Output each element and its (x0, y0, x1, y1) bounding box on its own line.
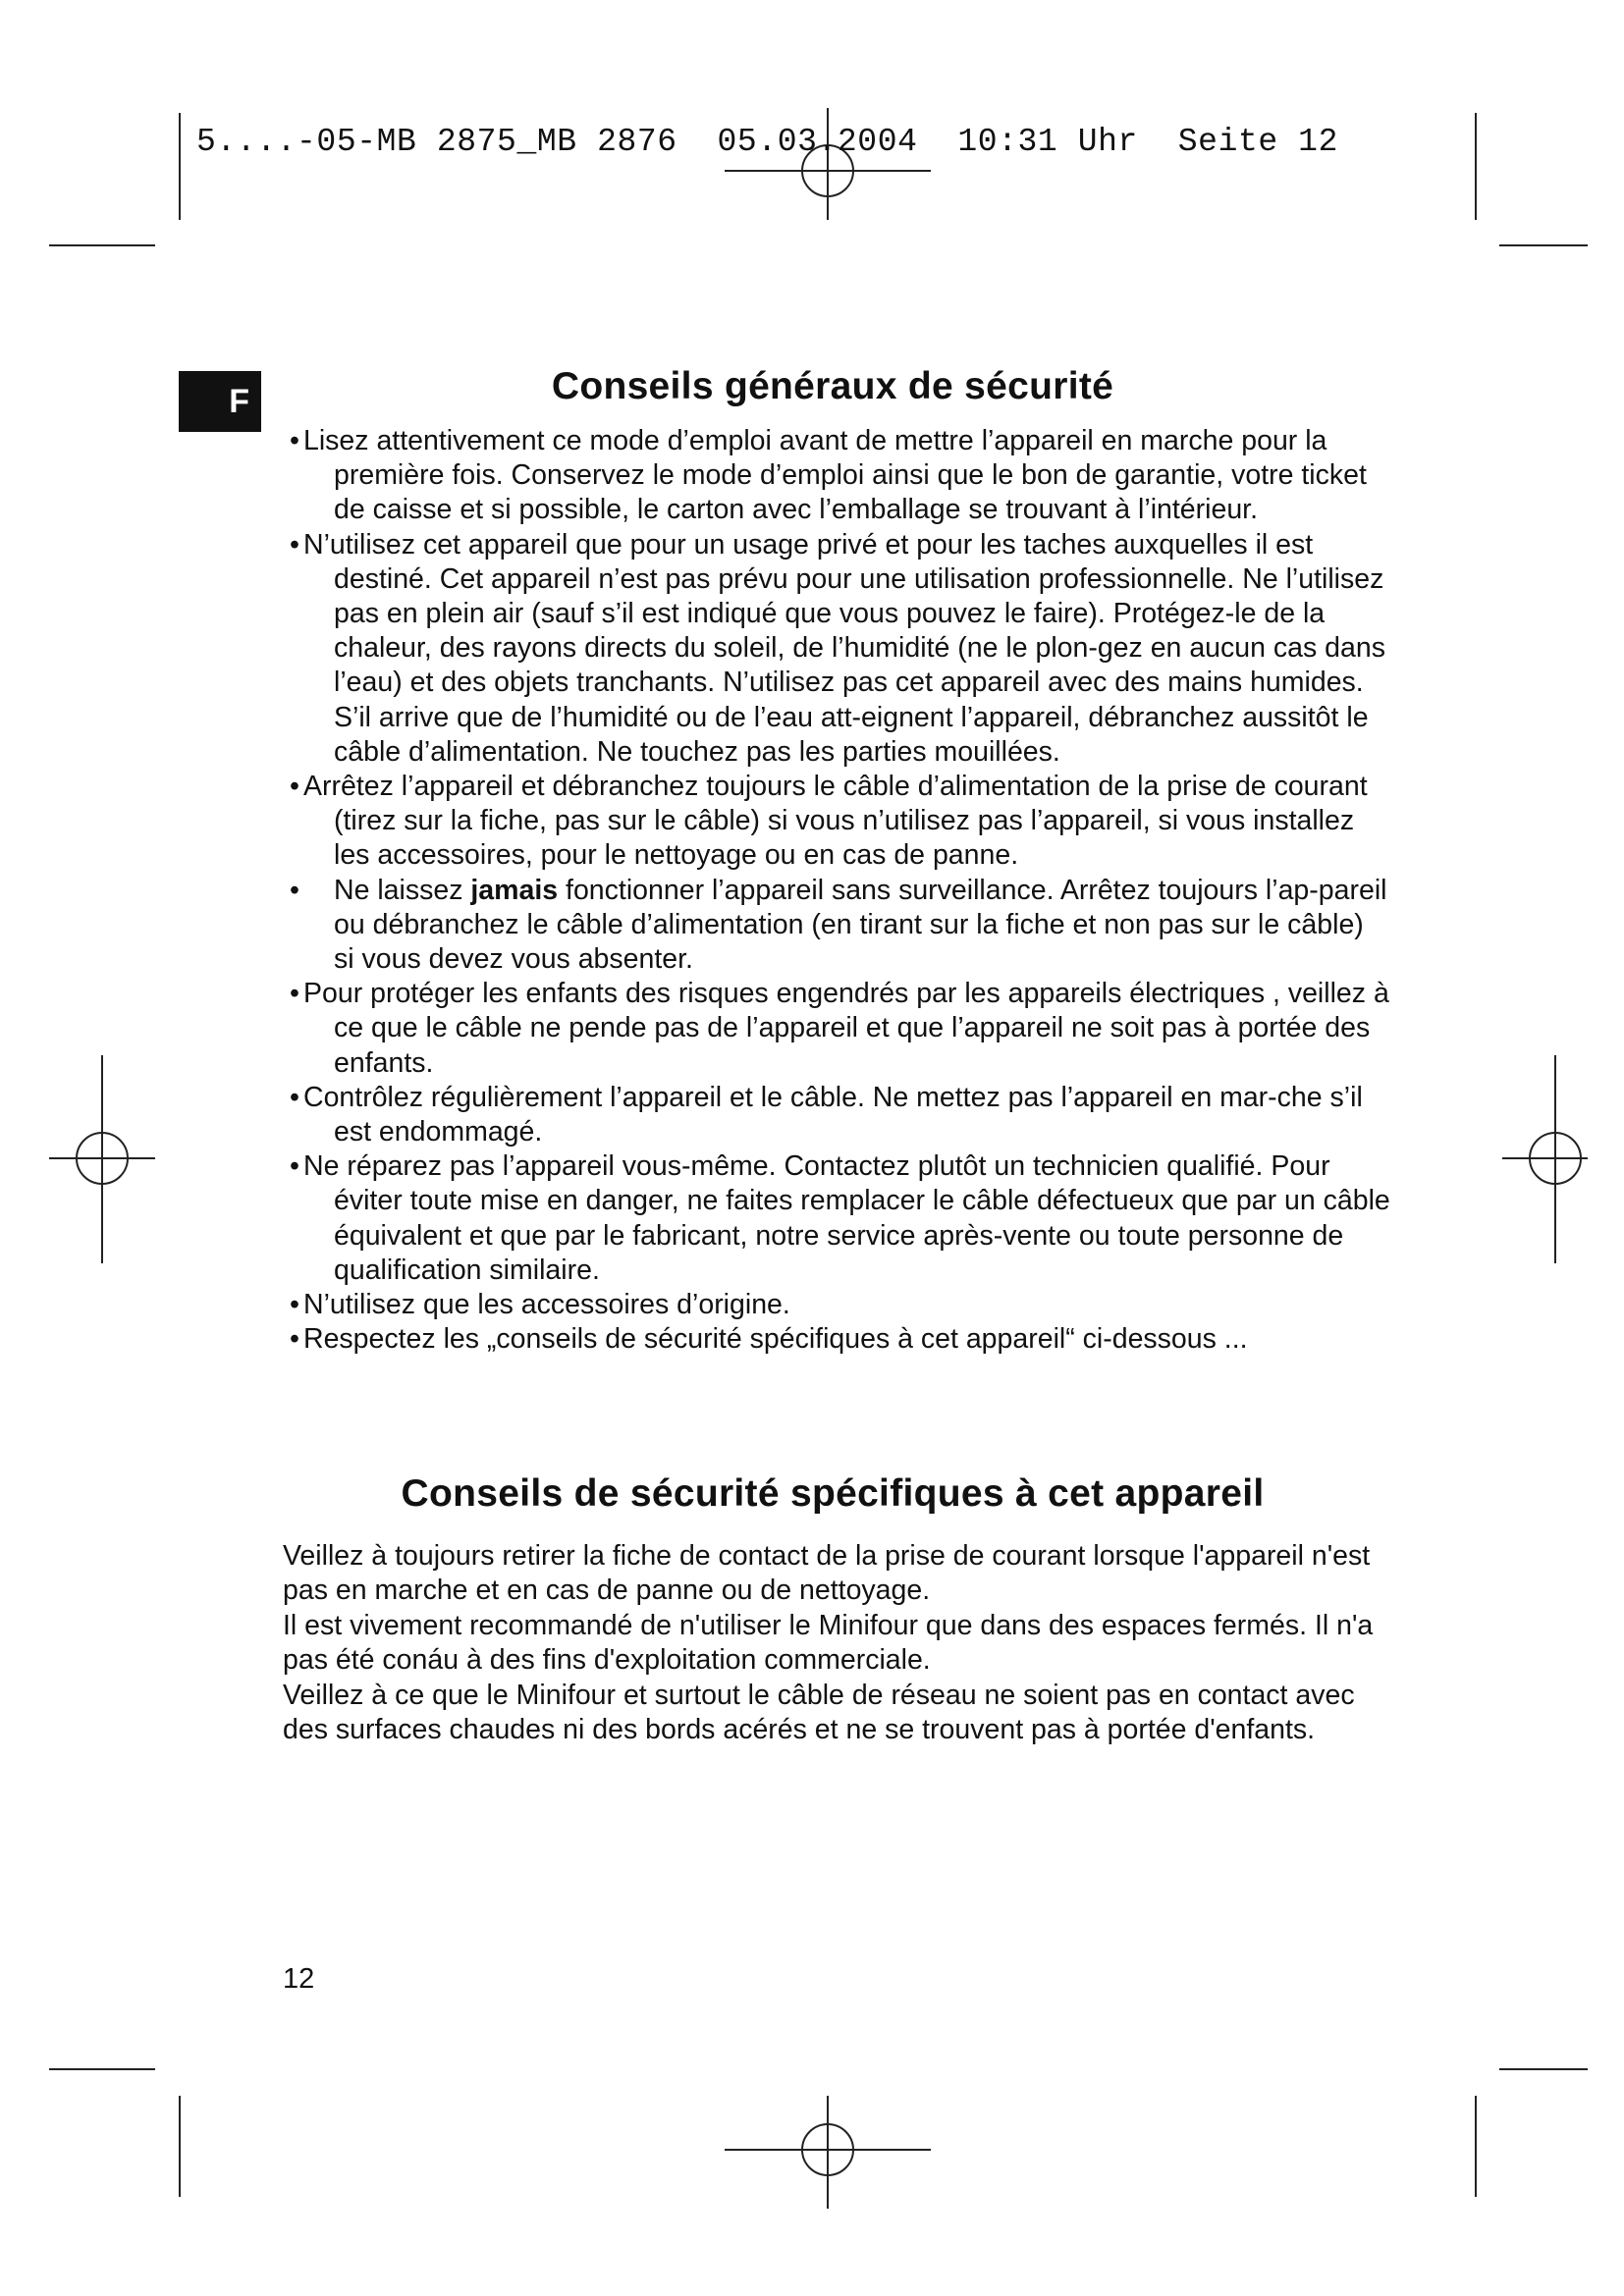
safety-bullet-4 (281, 874, 1390, 978)
print-slug-header: 5....-05-MB 2875_MB 2876 05.03.2004 10:31 Uhr Seite 12 (196, 124, 1338, 160)
safety-bullet-8: • N’utilisez que les accessoires d’origine. (281, 1288, 1390, 1322)
safety-bullet-3: • Arrêtez l’appareil et débranchez toujours le câble d’alimentation de la prise de courant (tirez sur la fiche, pas sur le câble) si vous n’utilisez pas l’appareil, si vous installez les accessoires, pour le nettoyage ou en cas de panne. (281, 770, 1390, 874)
registration-target-left (49, 1055, 155, 1263)
registration-target-bottom (725, 2096, 931, 2209)
page-number: 12 (283, 1963, 315, 1995)
general-safety-list (281, 424, 1390, 1357)
specific-safety-text (283, 1539, 1392, 1747)
safety-bullet-4-emphasis: jamais (470, 874, 559, 906)
specific-safety-paragraph-1: Veillez à toujours retirer la fiche de contact de la prise de courant lorsque l'appareil n'est pas en marche et en cas de panne ou de nettoyage. (283, 1540, 1371, 1607)
safety-bullet-9: • Respectez les „conseils de sécurité spécifiques à cet appareil“ ci-dessous ... (281, 1322, 1390, 1357)
safety-bullet-1: • Lisez attentivement ce mode d’emploi avant de mettre l’appareil en marche pour la première fois. Conservez le mode d’emploi ainsi que le bon de garantie, votre ticket de caisse et si possible, le carton avec l’emballage se trouvant à l’intérieur. (281, 424, 1390, 528)
safety-bullet-4-after: fonctionner l’appareil sans surveillance. Arrêtez toujours l’ap-pareil ou débranchez le câble d’alimentation (en tirant sur la fiche et non pas sur le câble) si vous devez vous absenter. (334, 874, 1387, 976)
specific-safety-paragraph-2: Il est vivement recommandé de n'utiliser le Minifour que dans des espaces fermés. Il n'a pas été conáu à des fins d'exploitation commerciale. (283, 1609, 1374, 1677)
safety-bullet-5: • Pour protéger les enfants des risques engendrés par les appareils électriques , veillez à ce que le câble ne pende pas de l’appareil et que l’appareil ne soit pas à portée des enfants. (281, 977, 1390, 1081)
safety-bullet-7: • Ne réparez pas l’appareil vous-même. Contactez plutôt un technicien qualifié. Pour éviter toute mise en danger, ne faites remplacer le câble défectueux que par un câble équivalent et que par le fabricant, notre service après-vente ou toute personne de qualification similaire. (281, 1149, 1390, 1288)
section-title-general-safety: Conseils généraux de sécurité (551, 365, 1114, 407)
safety-bullet-4-before: Ne laissez (334, 874, 471, 906)
safety-bullet-2: • N’utilisez cet appareil que pour un usage privé et pour les taches auxquelles il est destiné. Cet appareil n’est pas prévu pour une utilisation professionnelle. Ne l’utilisez pas en plein air (sauf s’il est indiqué que vous pouvez le faire). Protégez-le de la chaleur, des rayons directs du soleil, de l’humidité (ne le plon-gez en aucun cas dans l’eau) et des objets tranchants. N’utilisez pas cet appareil avec des mains humides. S’il arrive que de l’humidité ou de l’eau att-eignent l’appareil, débranchez aussitôt le câble d’alimentation. Ne touchez pas les parties mouillées. (281, 528, 1390, 770)
safety-bullet-6: • Contrôlez régulièrement l’appareil et le câble. Ne mettez pas l’appareil en mar-che s’il est endommagé. (281, 1081, 1390, 1149)
specific-safety-paragraph-3: Veillez à ce que le Minifour et surtout le câble de réseau ne soient pas en contact avec des surfaces chaudes ni des bords acérés et ne se trouvent pas à portée d'enfants. (283, 1679, 1355, 1746)
section-title-specific-safety: Conseils de sécurité spécifiques à cet appareil (401, 1472, 1265, 1515)
registration-target-right (1502, 1055, 1588, 1263)
language-tab-f: F (179, 371, 261, 432)
